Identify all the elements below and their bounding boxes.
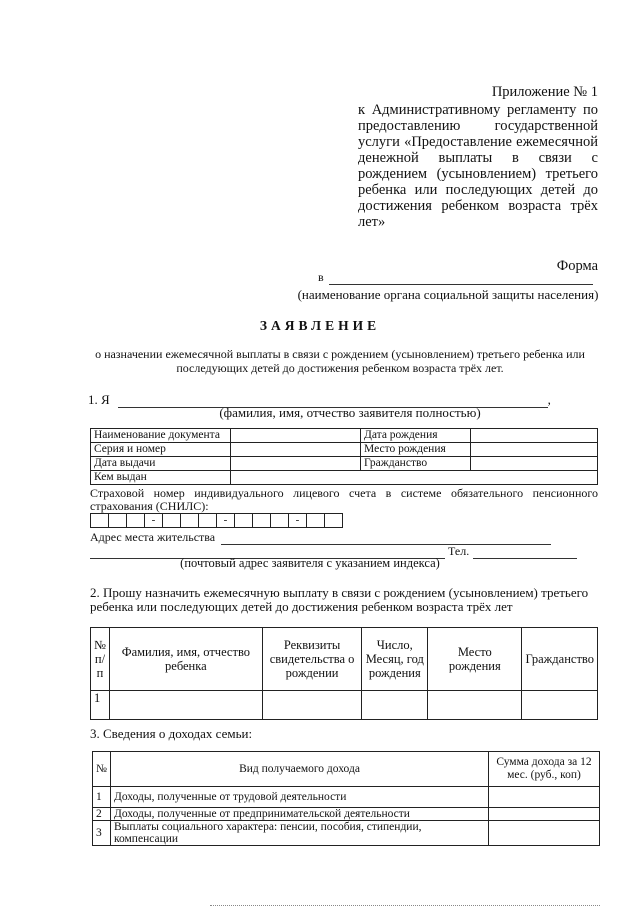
table-cell: Гражданство (361, 457, 471, 471)
appendix-header (358, 84, 598, 230)
form-label: Форма (556, 258, 598, 274)
snils-digit-box[interactable] (180, 513, 199, 528)
snils-digit-box[interactable] (162, 513, 181, 528)
table-row (93, 808, 600, 821)
table-header-row (91, 628, 598, 691)
table-cell-input[interactable] (489, 808, 600, 821)
phone-field[interactable] (473, 548, 577, 559)
recipient-prefix: в (318, 270, 324, 284)
snils-digit-box[interactable] (324, 513, 343, 528)
table-cell-input[interactable] (428, 691, 522, 720)
table-header-row (93, 752, 600, 787)
section2-text: 2. Прошу назначить ежемесячную выплату в связи с рождением (усыновлением) третьего ребенка или последующих детей до достижения ребенком возраста трёх лет (90, 585, 589, 614)
table-row (91, 457, 598, 471)
column-header: Число, Месяц, год рождения (362, 628, 428, 691)
column-header: № п/п (91, 628, 110, 691)
table-cell: Кем выдан (91, 471, 231, 485)
column-header: Сумма дохода за 12 мес. (руб., коп) (489, 752, 600, 787)
table-cell: Место рождения (361, 443, 471, 457)
address-caption: (почтовый адрес заявителя с указанием индекса) (180, 556, 440, 570)
children-table (90, 627, 598, 720)
table-cell-input[interactable] (231, 457, 361, 471)
column-header: Вид получаемого дохода (111, 752, 489, 787)
appendix-body: к Административному регламенту по предоставлению государственной услуги «Предоставление ежемесячной денежной выплаты в связи с рождением (усыновлением) третьего ребенка или последующих детей до достижения ребенком возраста трёх лет» (358, 102, 598, 230)
table-cell: Доходы, полученные от трудовой деятельности (111, 787, 489, 808)
table-cell-input[interactable] (362, 691, 428, 720)
snils-digit-box[interactable] (252, 513, 271, 528)
table-row (93, 821, 600, 846)
table-row (91, 471, 598, 485)
table-cell: Серия и номер (91, 443, 231, 457)
column-header: Место рождения (428, 628, 522, 691)
phone-label: Тел. (448, 544, 470, 558)
table-cell-input[interactable] (489, 787, 600, 808)
snils-digit-box[interactable] (108, 513, 127, 528)
table-cell-input[interactable] (231, 429, 361, 443)
row-number: 1 (93, 787, 111, 808)
table-cell-input[interactable] (522, 691, 598, 720)
column-header: Гражданство (522, 628, 598, 691)
table-row (93, 787, 600, 808)
row-number: 2 (93, 808, 111, 821)
snils-separator: - (144, 513, 163, 528)
document-title: ЗАЯВЛЕНИЕ (259, 318, 381, 333)
table-cell-input[interactable] (471, 457, 598, 471)
row-number: 3 (93, 821, 111, 846)
table-cell: Выплаты социального характера: пенсии, пособия, стипендии, компенсации (111, 821, 489, 846)
snils-separator: - (288, 513, 307, 528)
table-cell: Доходы, полученные от предпринимательской деятельности (111, 808, 489, 821)
recipient-caption: (наименование органа социальной защиты населения) (297, 287, 599, 302)
snils-boxes (90, 513, 342, 527)
table-cell-input[interactable] (262, 691, 362, 720)
address-line (90, 530, 600, 545)
section3-title: 3. Сведения о доходах семьи: (90, 726, 253, 741)
applicant-document-table (90, 428, 598, 485)
recipient-line (318, 270, 600, 285)
table-cell-input[interactable] (489, 821, 600, 846)
column-header: Реквизиты свидетельства о рождении (262, 628, 362, 691)
document-subject: о назначении ежемесячной выплаты в связи с рождением (усыновлением) третьего ребенка или последующих детей до достижения ребенком возраста трёх лет. (95, 347, 585, 375)
column-header: Фамилия, имя, отчество ребенка (109, 628, 262, 691)
table-cell-input[interactable] (231, 443, 361, 457)
table-row (91, 691, 598, 720)
snils-digit-box[interactable] (270, 513, 289, 528)
table-cell-input[interactable] (471, 429, 598, 443)
table-cell: Дата рождения (361, 429, 471, 443)
table-cell-input[interactable] (109, 691, 262, 720)
section1-trailing: , (547, 392, 551, 407)
table-row (91, 429, 598, 443)
page-bottom-divider (210, 905, 600, 906)
snils-digit-box[interactable] (126, 513, 145, 528)
table-cell-input[interactable] (471, 443, 598, 457)
snils-digit-box[interactable] (306, 513, 325, 528)
row-number: 1 (91, 691, 110, 720)
snils-digit-box[interactable] (198, 513, 217, 528)
table-cell: Наименование документа (91, 429, 231, 443)
section1-label: 1. Я (88, 392, 110, 407)
address-label: Адрес места жительства (90, 530, 216, 544)
table-cell: Дата выдачи (91, 457, 231, 471)
snils-digit-box[interactable] (234, 513, 253, 528)
table-cell-input[interactable] (231, 471, 598, 485)
snils-text: Страховой номер индивидуального лицевого счета в системе обязательного пенсионного страхования (СНИЛС): (90, 486, 598, 513)
snils-digit-box[interactable] (90, 513, 109, 528)
income-table (92, 751, 600, 846)
recipient-field[interactable] (329, 274, 593, 285)
appendix-title: Приложение № 1 (491, 84, 598, 100)
column-header: № (93, 752, 111, 787)
applicant-name-caption: (фамилия, имя, отчество заявителя полностью) (219, 405, 481, 420)
table-row (91, 443, 598, 457)
snils-separator: - (216, 513, 235, 528)
